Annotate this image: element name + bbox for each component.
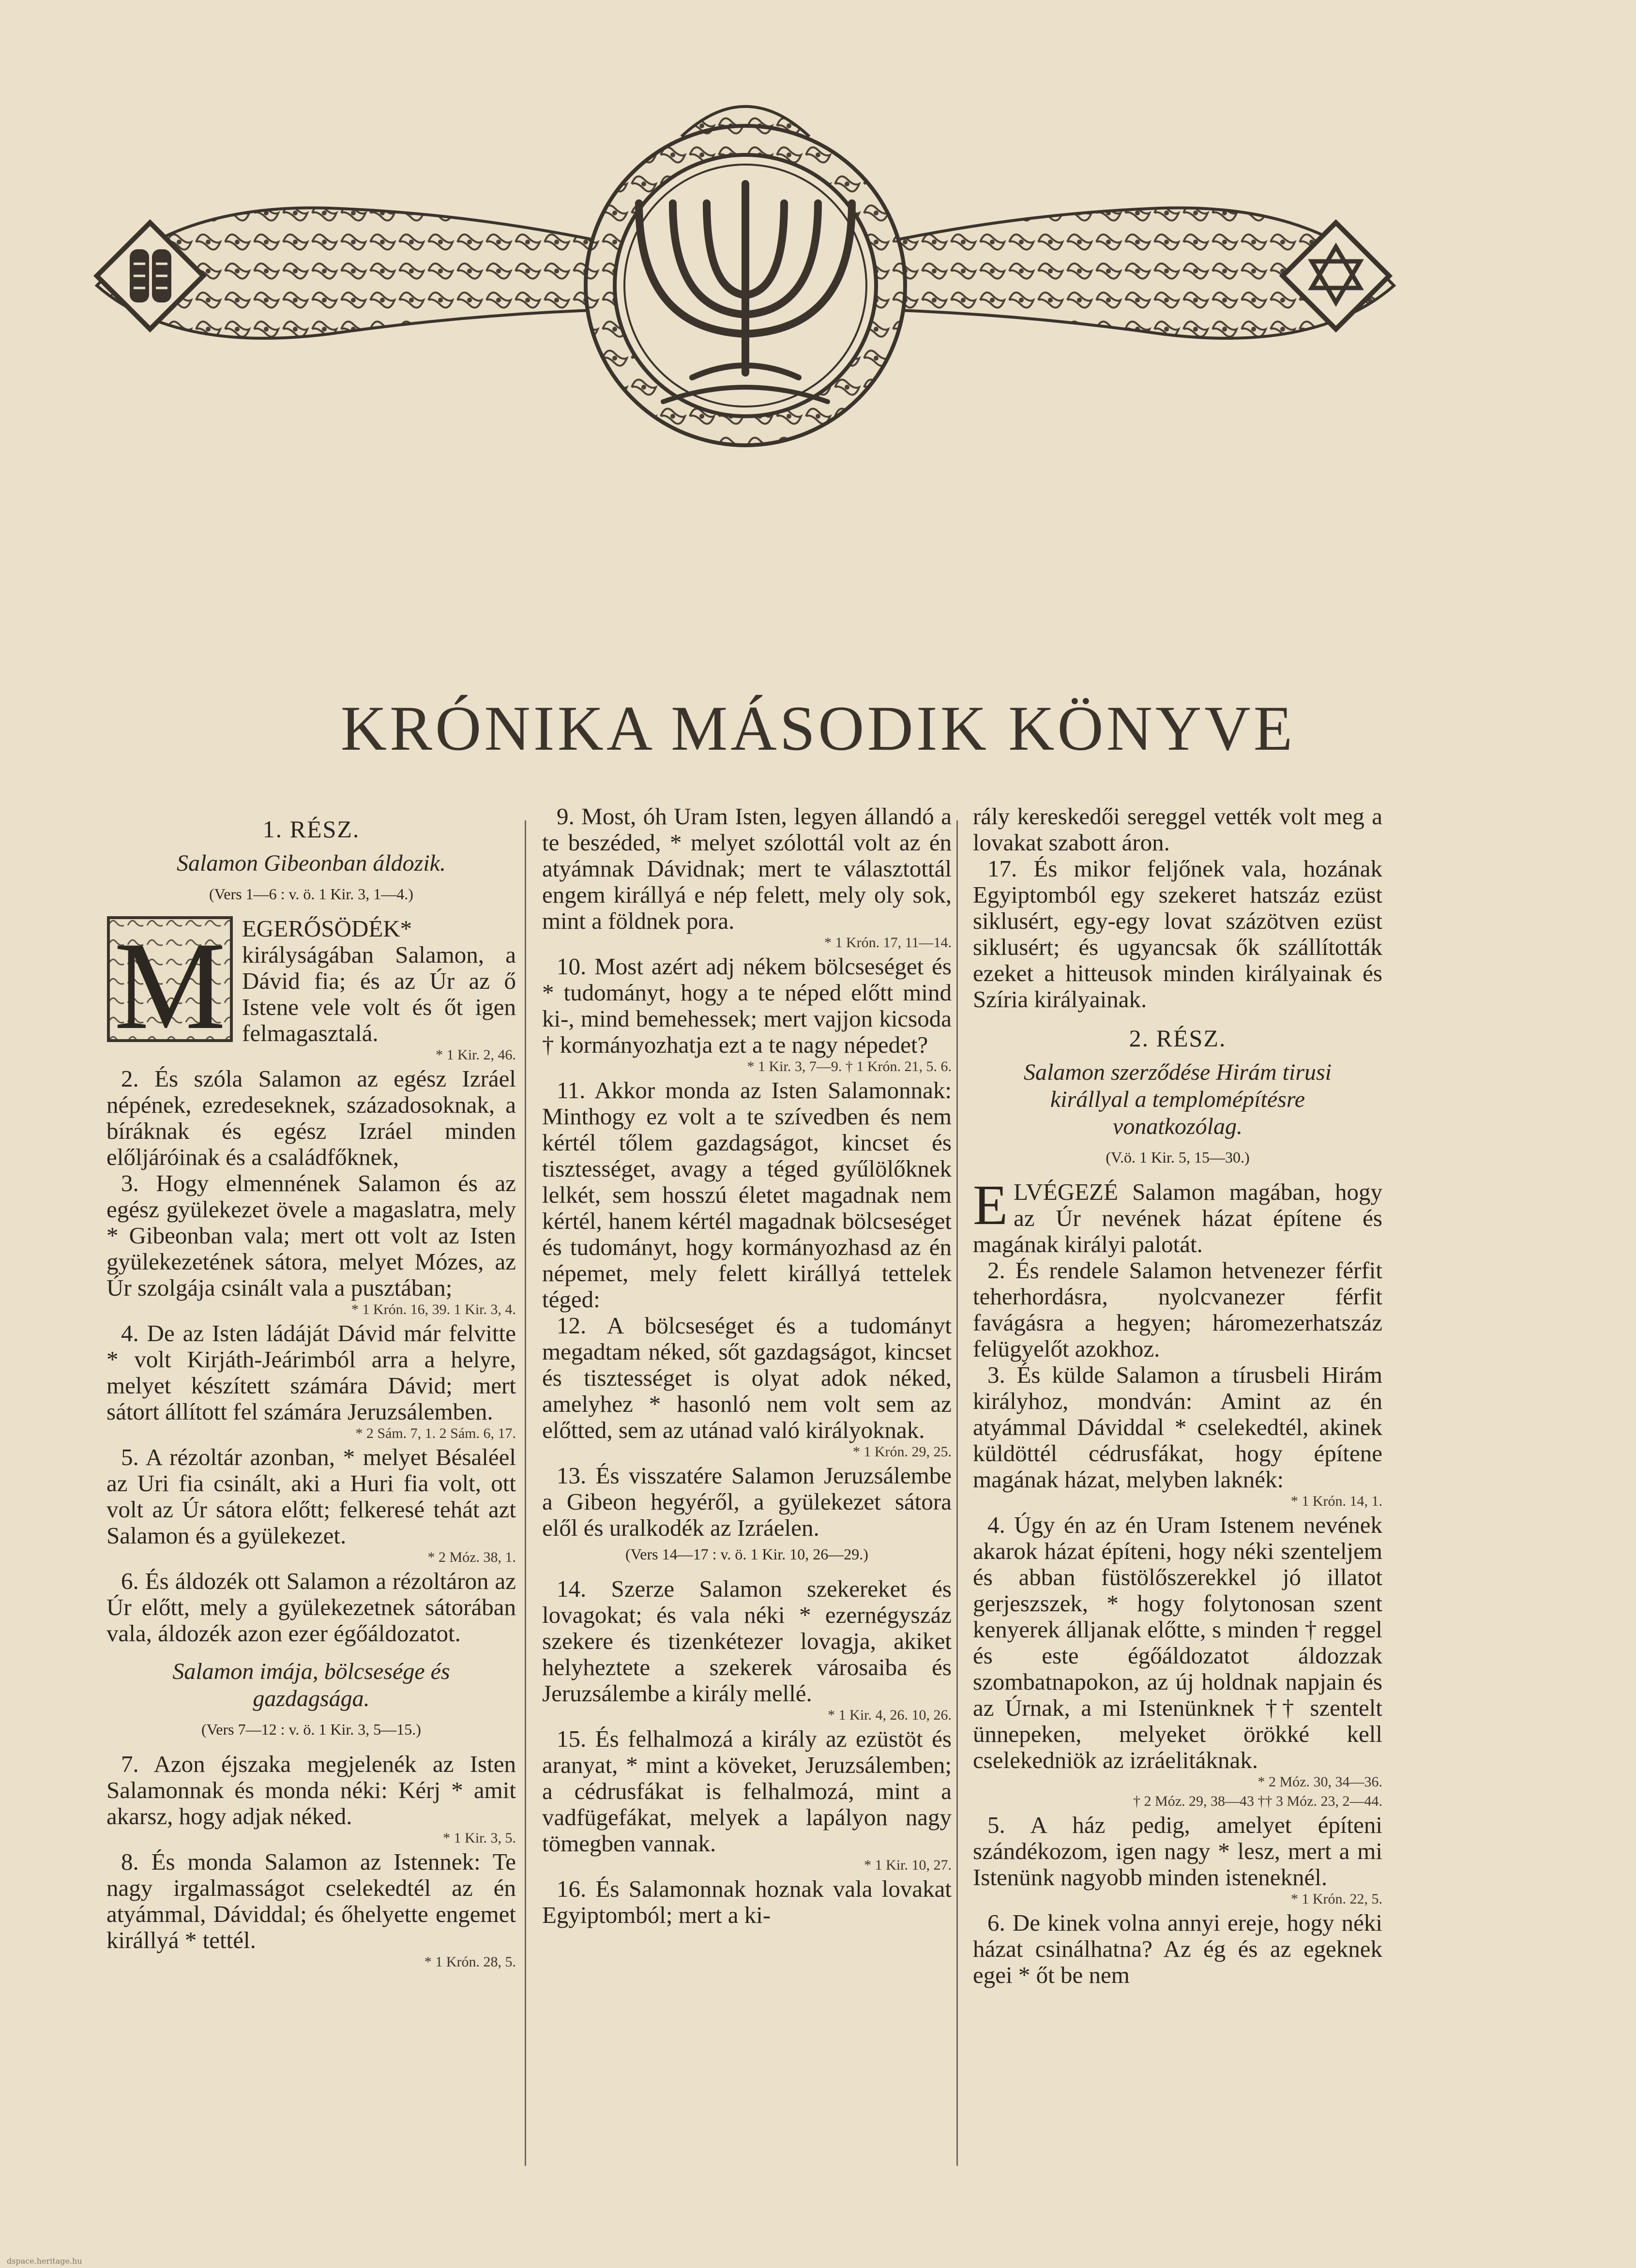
column-1 (106, 803, 516, 1973)
section-subtitle: Salamon szerződése Hirám tirusi királlyal a templomépítésre vonatkozólag. (1023, 1059, 1332, 1139)
verse-9: 9. Most, óh Uram Isten, legyen állandó a te beszéded, * melyet szólottál volt az én atyámnak Dávidnak; mert te választottál engem királlyá e nép felett, mely oly sok, mint a földnek pora. (542, 803, 952, 934)
verse-reference: * 1 Kir. 2, 46. (436, 1047, 516, 1063)
verse-reference: * 2 Móz. 30, 34—36. (1257, 1774, 1382, 1790)
cross-reference: (Vers 7—12 : v. ö. 1 Kir. 3, 5—15.) (201, 1721, 421, 1738)
verse-5: 5. A ház pedig, amelyet építeni szándékozom, igen nagy * lesz, mert a mi Istenünk nagyobb minden isteneknél. (973, 1812, 1382, 1890)
verse-16: 16. És Salamonnak hoznak vala lovakat Egyiptomból; mert a ki- (542, 1875, 952, 1928)
verse-reference: * 1 Kir. 3, 7—9. † 1 Krón. 21, 5. 6. (747, 1058, 952, 1074)
digitization-mark: dspace.heritage.hu (7, 2256, 82, 2266)
verse-6: 6. De kinek volna annyi ereje, hogy néki házat csinálhatna? Az ég és az egeknek egei * őt be nem (973, 1909, 1382, 1988)
verse-13: 13. És visszatére Salamon Jeruzsálembe a Gibeon hegyéről, a gyülekezet sátora elől és uralkodék az Izráelen. (542, 1462, 952, 1541)
cross-reference: (V.ö. 1 Kir. 5, 15—30.) (1106, 1149, 1250, 1166)
column-divider (525, 820, 526, 2166)
verse-7: 7. Azon éjszaka megjelenék az Isten Salamonnak és monda néki: Kérj * amit akarsz, hogy adjak néked. (106, 1751, 516, 1830)
verse-14: 14. Szerze Salamon szekereket és lovagokat; és vala néki * ezernégyszáz szekere és tizenkétezer lovagja, akiket helyheztete a szekerek városaiba és Jeruzsálembe a király mellé. (542, 1575, 952, 1707)
verse-3: 3. Hogy elmennének Salamon és az egész gyülekezet övele a magaslatra, mely * Gibeonban vala; mert ott volt az Isten gyülekezetének sátora, melyet Mózes, az Úr szolgája csinált vala a pusztában; (106, 1170, 516, 1301)
verse-reference: * 1 Kir. 4, 26. 10, 26. (828, 1707, 952, 1723)
verse-reference: * 1 Krón. 16, 39. 1 Kir. 3, 4. (351, 1301, 516, 1317)
verse-17: 17. És mikor feljőnek vala, hozának Egyiptomból egy szekeret hatszáz ezüst siklusért, egy-egy lovat százötven ezüst siklusért; és ugyancsak ők szállították ezeket a hitteusok minden királyainak és Szíria királyainak. (973, 855, 1382, 1013)
verse-reference: * 1 Krón. 17, 11—14. (824, 935, 952, 951)
verse-2: 2. És rendele Salamon hetvenezer férfit teherhordásra, nyolcvanezer férfit favágásra a hegyen; háromezerhatszáz felügyelőt azokhoz. (973, 1257, 1382, 1362)
verse-reference: * 1 Krón. 14, 1. (1290, 1493, 1382, 1509)
verse-6: 6. És áldozék ott Salamon a rézoltáron az Úr előtt, mely a gyülekezetnek sátorában vala, áldozék azon ezer égőáldozatot. (106, 1568, 516, 1647)
book-title: KRÓNIKA MÁSODIK KÖNYVE (340, 693, 1296, 764)
verse-reference: * 1 Krón. 22, 5. (1290, 1891, 1382, 1907)
section-subtitle: Salamon Gibeonban áldozik. (177, 850, 446, 876)
verse-1: EGERŐSÖDÉK* királyságában Salamon, a Dávid fia; és az Úr az ő Istene vele volt és őt igen felmagasztalá. (242, 915, 516, 1046)
verse-reference: * 1 Kir. 3, 5. (443, 1830, 516, 1846)
chapter-heading: 2. RÉSZ. (1129, 1025, 1227, 1052)
verse-reference: * 1 Kir. 10, 27. (864, 1857, 952, 1873)
verse-1: LVÉGEZÉ Salamon magában, hogy az Úr nevének házat építene és magának királyi palotát. (973, 1179, 1382, 1257)
verse-11: 11. Akkor monda az Isten Salamonnak: Minthogy ez volt a te szívedben és nem kértél tőlem gazdagságot, kincset és tisztességet, avagy a téged gyűlölőknek lelkét, sem hosszú életet magadnak nem kértél, hanem kértél magadnak bölcseséget és tudományt, hogy kormányozhasd az én népemet, mely felett királlyá tettelek téged: (542, 1077, 952, 1313)
cross-reference: (Vers 1—6 : v. ö. 1 Kir. 3, 1—4.) (209, 885, 413, 903)
verse-8: 8. És monda Salamon az Istennek: Te nagy irgalmasságot cselekedtél az én atyámmal, Dáviddal; és őhelyette engemet királlyá * tettél. (106, 1848, 516, 1953)
verse-reference: * 1 Krón. 29, 25. (852, 1444, 952, 1460)
verse-10: 10. Most azért adj nékem bölcseséget és * tudományt, hogy a te néped előtt mind ki-, mind bemehessek; mert vajjon kicsoda † kormányozhatja ezt a te nagy népedet? (542, 953, 952, 1058)
verse-3: 3. És külde Salamon a tírusbeli Hirám királyhoz, mondván: Amint az én atyámmal Dáviddal * cselekedtél, akinek küldöttél cédrusfákat, hogy építene magának házat, melyben laknék: (973, 1361, 1382, 1493)
svg-text:M: M (114, 916, 226, 1043)
verse-4: 4. De az Isten ládáját Dávid már felvitte * volt Kirjáth-Jeárimból arra a helyre, melyet készített számára Dávid; mert sátort állított fel számára Jeruzsálemben. (106, 1320, 516, 1425)
verse-reference: * 2 Móz. 38, 1. (427, 1549, 516, 1565)
chapter-heading: 1. RÉSZ. (262, 816, 360, 843)
column-3 (973, 803, 1382, 1988)
verse-reference: * 2 Sám. 7, 1. 2 Sám. 6, 17. (355, 1425, 516, 1441)
verse-5: 5. A rézoltár azonban, * melyet Bésaléel az Uri fia csinált, aki a Huri fia volt, ott volt az Úr sátora előtt; felkeresé tehát azt Salamon és a gyülekezet. (106, 1444, 516, 1549)
verse-4: 4. Úgy én az én Uram Istenem nevének akarok házat építeni, hogy néki szenteljem és abban füstölőszerekkel jó illatot gerjeszszek, * hogy folytonosan szent kenyerek álljanak előtte, s minden † reggel és este égőáldozatot áldozzak szombatnapokon, az új holdnak napjain és az Úrnak, a mi Istenünknek †† szentelt ünnepeken, melyeket örökké kell cselekedniök az izráelitáknak. (973, 1512, 1382, 1773)
column-2 (542, 803, 952, 1928)
initial-e: E (973, 1173, 1008, 1237)
verse-12: 12. A bölcseséget és a tudományt megadtam néked, sőt gazdagságot, kincset és tisztességet is olyat adok néked, amelyhez * hasonló nem volt sem az előtted, sem az utánad való királyoknak. (542, 1312, 952, 1443)
header-ornament (77, 82, 1413, 460)
cross-reference: (Vers 14—17 : v. ö. 1 Kir. 10, 26—29.) (625, 1545, 868, 1563)
decorated-initial-m (106, 916, 233, 1043)
verse-15: 15. És felhalmozá a király az ezüstöt és aranyat, * mint a köveket, Jeruzsálemben; a cédrusfákat is felhalmozá, mint a vadfügefákat, melyek a lapályon nagy tömegben vannak. (542, 1725, 952, 1857)
verse-reference: † 2 Móz. 29, 38—43 †† 3 Móz. 23, 2—44. (1133, 1793, 1382, 1809)
verse-reference: * 1 Krón. 28, 5. (424, 1954, 516, 1970)
verse-16-continued: rály kereskedői sereggel vették volt meg a lovakat szabott áron. (973, 803, 1382, 856)
verse-2: 2. És szóla Salamon az egész Izráel népének, ezredeseknek, századosoknak, a bíráknak és egész Izráel minden előljáróinak és a családfőknek, (106, 1065, 516, 1170)
section-subtitle: Salamon imája, bölcsesége és gazdagsága. (172, 1659, 450, 1711)
column-divider (956, 820, 958, 2166)
